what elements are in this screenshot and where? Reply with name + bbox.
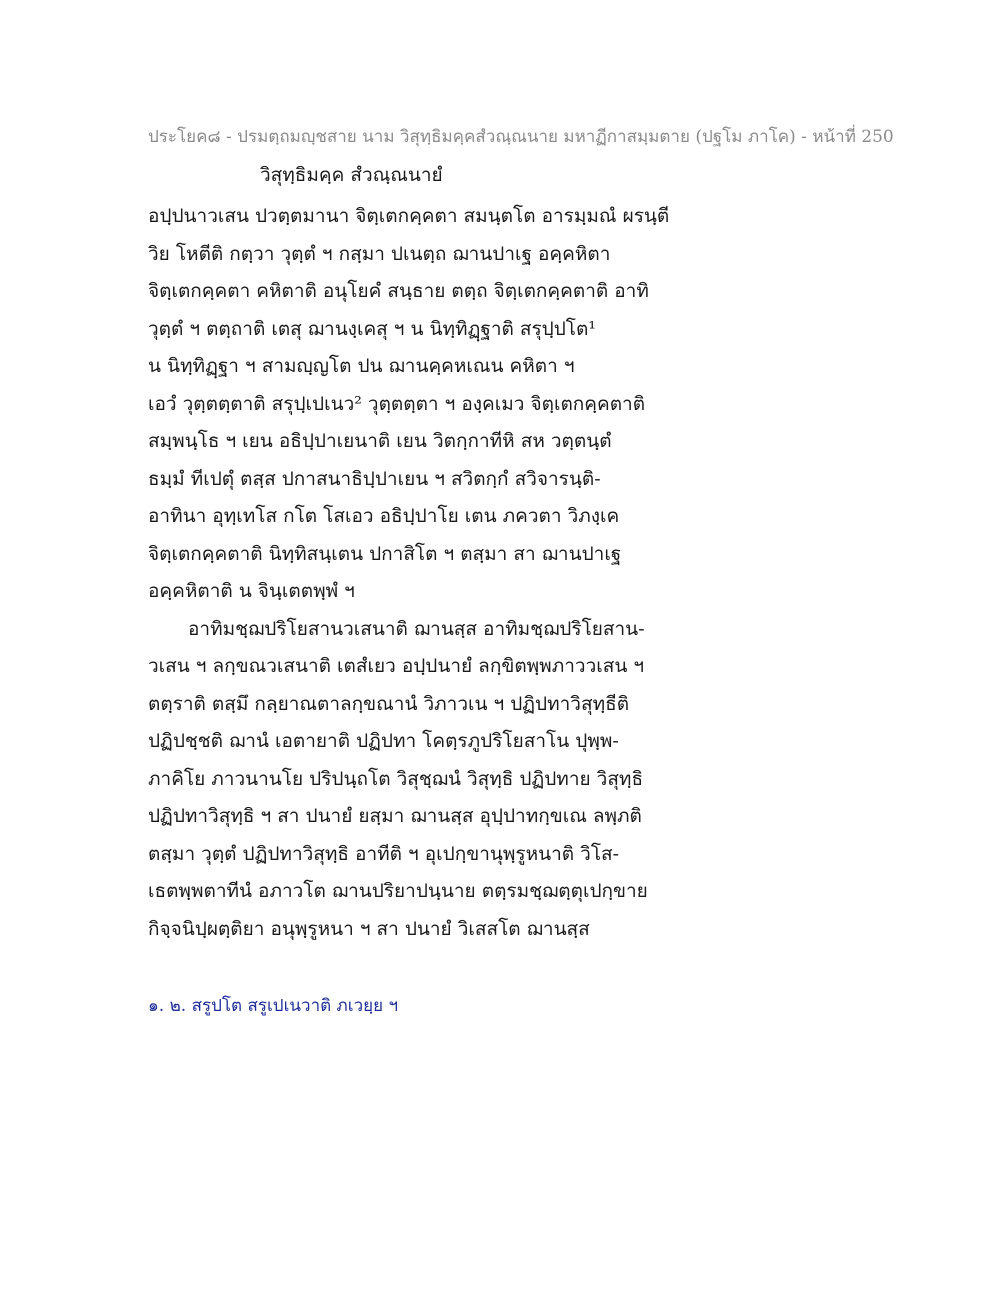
footnote: ๑. ๒. สรูปโต สรูเปเนวาติ ภเวยฺย ฯ — [148, 996, 398, 1016]
text-line: วเสน ฯ ลกฺขณวเสนาติ เตสํเยว อปฺปนายํ ลกฺขิตพฺพภาววเสน ฯ — [148, 655, 645, 677]
text-line: อปฺปนาวเสน ปวตฺตมานา จิตฺเตกคฺคตา สมนฺตโต อารมฺมณํ ผรนฺตี — [148, 205, 670, 227]
text-line: วิย โหตีติ กตฺวา วุตฺตํ ฯ กสฺมา ปเนตฺถ ฌานปาเฐ อคฺคหิตา — [148, 242, 611, 265]
body-text — [148, 198, 708, 948]
text-line: ธมฺมํ ทีเปตุํ ตสฺส ปกาสนาธิปฺปาเยน ฯ สวิตกฺกํ สวิจารนฺติ- — [148, 467, 601, 490]
page-header: ประโยค๘ - ปรมตฺถมญฺชสาย นาม วิสุทฺธิมคฺคสํวณฺณนาย มหาฏีกาสมฺมตาย (ปฐโม ภาโค) - หน้าที่ 250 — [148, 127, 894, 147]
text-line: ตสฺมา วุตฺตํ ปฏิปทาวิสุทฺธิ อาทีติ ฯ อุเปกฺขานุพฺรูหนาติ วิโส- — [148, 842, 620, 865]
text-line: อาทิมชฺฌปริโยสานวเสนาติ ฌานสฺส อาทิมชฺฌปริโยสาน- — [188, 617, 645, 640]
text-line: กิจฺจนิปฺผตฺติยา อนุพฺรูหนา ฯ สา ปนายํ วิเสสโต ฌานสฺส — [148, 917, 590, 940]
text-line: อาทินา อุทฺเทโส กโต โสเอว อธิปฺปาโย เตน ภควตา วิภงฺเค — [148, 505, 620, 527]
text-line: จิตฺเตกคฺคตาติ นิทฺทิสนฺเตน ปกาสิโต ฯ ตสฺมา สา ฌานปาเฐ — [148, 542, 622, 565]
text-line: สมฺพนฺโธ ฯ เยน อธิปฺปาเยนาติ เยน วิตกฺกาทีหิ สห วตฺตนฺตํ — [148, 430, 612, 452]
text-line: จิตฺเตกคฺคตา คหิตาติ อนุโยคํ สนฺธาย ตตฺถ จิตฺเตกคฺคตาติ อาทิ — [148, 280, 649, 302]
section-title: วิสุทฺธิมคฺค สํวณฺณนายํ — [260, 164, 443, 186]
text-line: เธตพฺพตาทีนํ อภาวโต ฌานปริยาปนฺนาย ตตฺรมชฺฌตฺตุเปกฺขาย — [148, 880, 648, 902]
text-line: อคฺคหิตาติ น จินฺเตตพฺพํ ฯ — [148, 580, 355, 602]
text-line: ตตฺราติ ตสฺมึ กลฺยาณตาลกฺขณานํ วิภาวเน ฯ ปฏิปทาวิสุทฺธีติ — [148, 692, 630, 715]
text-line: ภาคิโย ภาวนานโย ปริปนฺถโต วิสุชฺฌนํ วิสุทฺธิ ปฏิปทาย วิสุทฺธิ — [148, 767, 644, 790]
text-line: ปฏิปทาวิสุทฺธิ ฯ สา ปนายํ ยสฺมา ฌานสฺส อุปฺปาทกฺขเณ ลพฺภติ — [148, 805, 642, 827]
text-line: น นิทฺทิฏฺฐา ฯ สามญฺญโต ปน ฌานคฺคหเณน คหิตา ฯ — [148, 355, 575, 377]
text-line: ปฏิปชฺชติ ฌานํ เอตายาติ ปฏิปทา โคตฺรภูปริโยสาโน ปุพฺพ- — [148, 730, 619, 752]
text-line: วุตฺตํ ฯ ตตฺถาติ เตสุ ฌานงฺเคสุ ฯ น นิทฺทิฏฺฐาติ สรุปฺปโต¹ — [148, 317, 596, 340]
text-line: เอวํ วุตฺตตฺตาติ สรุปฺเปเนว² วุตฺตตฺตา ฯ องฺคเมว จิตฺเตกคฺคตาติ — [148, 392, 646, 415]
